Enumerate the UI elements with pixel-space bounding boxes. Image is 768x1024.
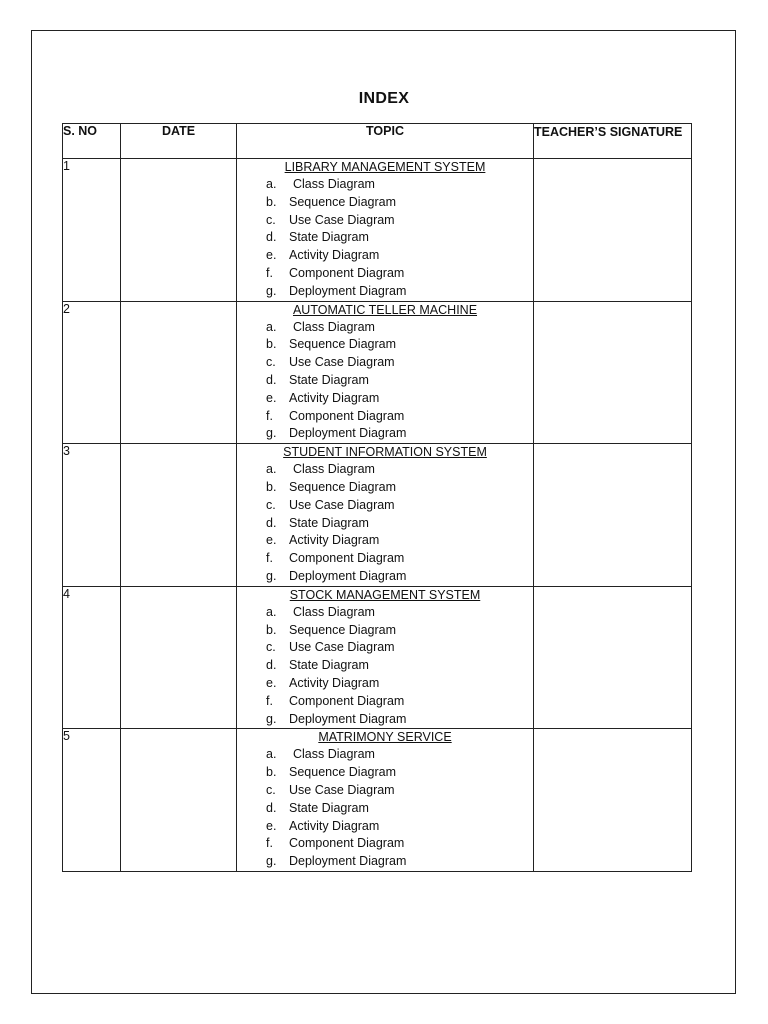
list-item-text: Component Diagram xyxy=(289,408,405,423)
list-item-text: Class Diagram xyxy=(293,747,375,762)
list-item-text: Use Case Diagram xyxy=(289,497,395,512)
list-item xyxy=(237,622,533,640)
list-item-text: Sequence Diagram xyxy=(289,479,397,494)
table-row xyxy=(63,444,692,587)
date-cell xyxy=(121,586,237,729)
list-item xyxy=(237,746,533,764)
list-item-letter: e. xyxy=(266,390,277,405)
list-item-text: State Diagram xyxy=(289,515,369,530)
list-item-letter: g. xyxy=(266,711,277,726)
list-item-letter: b. xyxy=(266,337,277,352)
list-item-letter: f. xyxy=(266,693,273,708)
list-item-text: State Diagram xyxy=(289,372,369,387)
list-item-text: Deployment Diagram xyxy=(289,854,407,869)
list-item-text: Deployment Diagram xyxy=(289,568,407,583)
list-item-text: Sequence Diagram xyxy=(289,765,397,780)
list-item xyxy=(237,764,533,782)
list-item-letter: g. xyxy=(266,568,277,583)
list-item-letter: d. xyxy=(266,658,277,673)
list-item xyxy=(237,212,533,230)
list-item-letter: b. xyxy=(266,194,277,209)
list-item xyxy=(237,390,533,408)
serial-number-cell: 4 xyxy=(63,586,121,729)
list-item-text: Activity Diagram xyxy=(289,818,380,833)
signature-cell xyxy=(534,586,692,729)
list-item-letter: g. xyxy=(266,854,277,869)
signature-cell xyxy=(534,301,692,444)
list-item xyxy=(237,176,533,194)
list-item-text: Class Diagram xyxy=(293,177,375,191)
table-row xyxy=(63,301,692,444)
list-item xyxy=(237,782,533,800)
list-item xyxy=(237,835,533,853)
list-item-letter: f. xyxy=(266,265,273,280)
topic-title: AUTOMATIC TELLER MACHINE xyxy=(292,302,478,317)
list-item-letter: f. xyxy=(266,836,273,851)
list-item-text: State Diagram xyxy=(289,230,369,245)
list-item-letter: f. xyxy=(266,551,273,566)
list-item-text: Activity Diagram xyxy=(289,390,380,405)
list-item-text: Deployment Diagram xyxy=(289,426,407,441)
list-item-letter: a. xyxy=(266,747,277,762)
list-item xyxy=(237,229,533,247)
list-item xyxy=(237,425,533,443)
date-cell xyxy=(121,159,237,302)
list-item-letter: a. xyxy=(266,177,277,191)
list-item-text: Activity Diagram xyxy=(289,533,380,548)
list-item xyxy=(237,604,533,622)
list-item xyxy=(237,693,533,711)
topic-title: MATRIMONY SERVICE xyxy=(318,730,452,745)
list-item-text: Activity Diagram xyxy=(289,248,380,263)
list-item xyxy=(237,639,533,657)
list-item-letter: e. xyxy=(266,818,277,833)
list-item xyxy=(237,194,533,212)
signature-cell xyxy=(534,729,692,872)
list-item-text: Sequence Diagram xyxy=(289,194,397,209)
list-item-text: Use Case Diagram xyxy=(289,355,395,370)
list-item-letter: c. xyxy=(266,497,276,512)
topic-title: LIBRARY MANAGEMENT SYSTEM xyxy=(284,160,486,174)
serial-number-cell: 2 xyxy=(63,301,121,444)
list-item-text: Component Diagram xyxy=(289,265,405,280)
list-item-letter: b. xyxy=(266,622,277,637)
list-item-text: Component Diagram xyxy=(289,836,405,851)
list-item xyxy=(237,711,533,729)
header-date: DATE xyxy=(121,124,237,159)
list-item-text: Sequence Diagram xyxy=(289,337,397,352)
serial-number-cell: 1 xyxy=(63,159,121,302)
date-cell xyxy=(121,444,237,587)
topic-title: STOCK MANAGEMENT SYSTEM xyxy=(289,587,481,602)
list-item-letter: d. xyxy=(266,800,277,815)
table-row xyxy=(63,586,692,729)
diagram-list xyxy=(237,604,533,729)
list-item-text: Class Diagram xyxy=(293,319,375,334)
list-item xyxy=(237,408,533,426)
list-item-letter: d. xyxy=(266,230,277,245)
date-cell xyxy=(121,729,237,872)
list-item-text: Component Diagram xyxy=(289,693,405,708)
list-item xyxy=(237,675,533,693)
page-title: INDEX xyxy=(358,90,410,107)
table-body xyxy=(63,159,692,872)
list-item-letter: d. xyxy=(266,515,277,530)
signature-cell xyxy=(534,159,692,302)
list-item xyxy=(237,283,533,301)
list-item-letter: c. xyxy=(266,640,276,655)
list-item-letter: e. xyxy=(266,533,277,548)
topic-cell xyxy=(237,586,534,729)
list-item xyxy=(237,265,533,283)
list-item-letter: a. xyxy=(266,462,277,477)
header-signature: TEACHER’S SIGNATURE xyxy=(534,124,692,159)
list-item-text: Sequence Diagram xyxy=(289,622,397,637)
list-item-text: Class Diagram xyxy=(293,604,375,619)
table-row xyxy=(63,729,692,872)
list-item xyxy=(237,550,533,568)
list-item-text: Activity Diagram xyxy=(289,675,380,690)
list-item-text: Use Case Diagram xyxy=(289,640,395,655)
list-item xyxy=(237,800,533,818)
list-item-text: State Diagram xyxy=(289,658,369,673)
list-item xyxy=(237,354,533,372)
diagram-list xyxy=(237,746,533,871)
list-item-letter: g. xyxy=(266,283,277,298)
list-item-letter: e. xyxy=(266,248,277,263)
header-row xyxy=(63,124,692,159)
topic-cell xyxy=(237,444,534,587)
list-item xyxy=(237,532,533,550)
list-item-letter: b. xyxy=(266,765,277,780)
serial-number-cell: 3 xyxy=(63,444,121,587)
topic-cell xyxy=(237,729,534,872)
diagram-list xyxy=(237,176,533,301)
date-cell xyxy=(121,301,237,444)
list-item xyxy=(237,497,533,515)
list-item-text: State Diagram xyxy=(289,800,369,815)
list-item-letter: b. xyxy=(266,479,277,494)
diagram-list xyxy=(237,319,533,444)
header-topic: TOPIC xyxy=(237,124,534,159)
list-item xyxy=(237,461,533,479)
list-item-text: Component Diagram xyxy=(289,551,405,566)
list-item-letter: f. xyxy=(266,408,273,423)
list-item xyxy=(237,336,533,354)
list-item xyxy=(237,515,533,533)
list-item xyxy=(237,657,533,675)
list-item-letter: c. xyxy=(266,782,276,797)
topic-title: STUDENT INFORMATION SYSTEM xyxy=(283,445,487,460)
list-item-text: Deployment Diagram xyxy=(289,283,407,298)
list-item-letter: e. xyxy=(266,675,277,690)
list-item xyxy=(237,372,533,390)
topic-cell xyxy=(237,159,534,302)
list-item-letter: c. xyxy=(266,355,276,370)
list-item-letter: c. xyxy=(266,212,276,227)
list-item xyxy=(237,479,533,497)
topic-cell xyxy=(237,301,534,444)
serial-number-cell: 5 xyxy=(63,729,121,872)
list-item-letter: a. xyxy=(266,604,277,619)
list-item xyxy=(237,853,533,871)
header-sno: S. NO xyxy=(63,124,121,159)
list-item xyxy=(237,568,533,586)
list-item xyxy=(237,319,533,337)
list-item-letter: a. xyxy=(266,319,277,334)
table-row xyxy=(63,159,692,302)
list-item-text: Use Case Diagram xyxy=(289,212,395,227)
list-item-letter: g. xyxy=(266,426,277,441)
list-item xyxy=(237,818,533,836)
list-item xyxy=(237,247,533,265)
list-item-text: Class Diagram xyxy=(293,462,375,477)
list-item-letter: d. xyxy=(266,372,277,387)
list-item-text: Use Case Diagram xyxy=(289,782,395,797)
diagram-list xyxy=(237,461,533,586)
signature-cell xyxy=(534,444,692,587)
list-item-text: Deployment Diagram xyxy=(289,711,407,726)
index-table xyxy=(62,123,692,872)
